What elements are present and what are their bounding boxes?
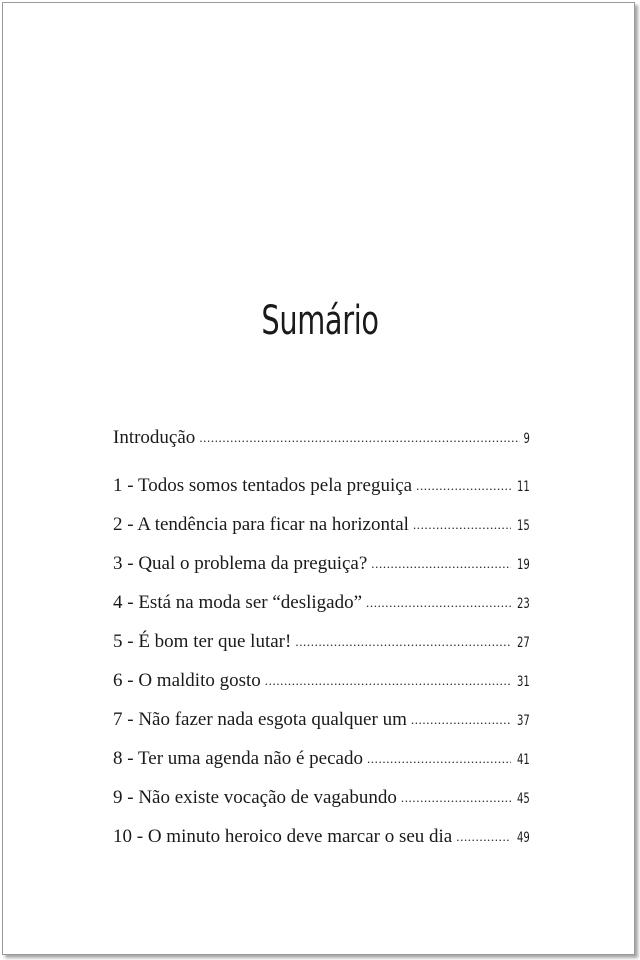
toc-dot-leader bbox=[456, 821, 511, 853]
toc-entry-page: 15 bbox=[517, 518, 530, 534]
toc-entry-title: Introdução bbox=[113, 427, 196, 448]
toc-entry-page: 41 bbox=[517, 752, 530, 768]
toc-entry-page: 11 bbox=[517, 479, 530, 495]
toc-dot-leader bbox=[371, 548, 511, 580]
toc-entry-page: 37 bbox=[517, 713, 530, 729]
toc-dot-leader bbox=[366, 587, 511, 619]
toc-entry-title: 10 - O minuto heroico deve marcar o seu dia bbox=[113, 826, 453, 847]
page-title: Sumário bbox=[261, 297, 379, 344]
toc-dot-leader bbox=[413, 509, 511, 541]
toc-dot-leader bbox=[411, 704, 511, 736]
toc-entry-chapter-4 bbox=[113, 587, 530, 619]
toc-entry-title: 8 - Ter uma agenda não é pecado bbox=[113, 748, 363, 769]
toc-entry-chapter-1 bbox=[113, 470, 530, 502]
toc-entry-title: 3 - Qual o problema da preguiça? bbox=[113, 553, 368, 574]
toc-dot-leader bbox=[416, 470, 511, 502]
toc-entry-introducao bbox=[113, 422, 530, 454]
toc-entry-title: 1 - Todos somos tentados pela preguiça bbox=[113, 475, 413, 496]
toc-entry-page: 45 bbox=[517, 791, 530, 807]
toc-entry-title: 4 - Está na moda ser “desligado” bbox=[113, 592, 363, 613]
toc-dot-leader bbox=[367, 743, 511, 775]
toc-entry-title: 2 - A tendência para ficar na horizontal bbox=[113, 514, 409, 535]
toc-entry-chapter-10 bbox=[113, 821, 530, 853]
toc-entry-title: 6 - O maldito gosto bbox=[113, 670, 261, 691]
toc-entry-page: 27 bbox=[517, 635, 530, 651]
toc-entry-chapter-2 bbox=[113, 509, 530, 541]
toc-dot-leader bbox=[265, 665, 511, 697]
toc-entry-chapter-8 bbox=[113, 743, 530, 775]
toc-entry-chapter-5 bbox=[113, 626, 530, 658]
toc-dot-leader bbox=[199, 422, 520, 454]
toc-entry-chapter-6 bbox=[113, 665, 530, 697]
toc-entry-title: 9 - Não existe vocação de vagabundo bbox=[113, 787, 397, 808]
toc-entry-title: 7 - Não fazer nada esgota qualquer um bbox=[113, 709, 407, 730]
toc-entry-chapter-3 bbox=[113, 548, 530, 580]
toc-dot-leader bbox=[295, 626, 511, 658]
toc-entry-page: 49 bbox=[517, 830, 530, 846]
toc-entry-page: 19 bbox=[517, 557, 530, 573]
toc-entry-chapter-7 bbox=[113, 704, 530, 736]
toc-entry-page: 23 bbox=[517, 596, 530, 612]
toc-entry-page: 31 bbox=[517, 674, 530, 690]
toc-dot-leader bbox=[401, 782, 511, 814]
toc-entry-chapter-9 bbox=[113, 782, 530, 814]
toc-entry-title: 5 - É bom ter que lutar! bbox=[113, 631, 292, 652]
toc-entry-page: 9 bbox=[523, 431, 530, 447]
